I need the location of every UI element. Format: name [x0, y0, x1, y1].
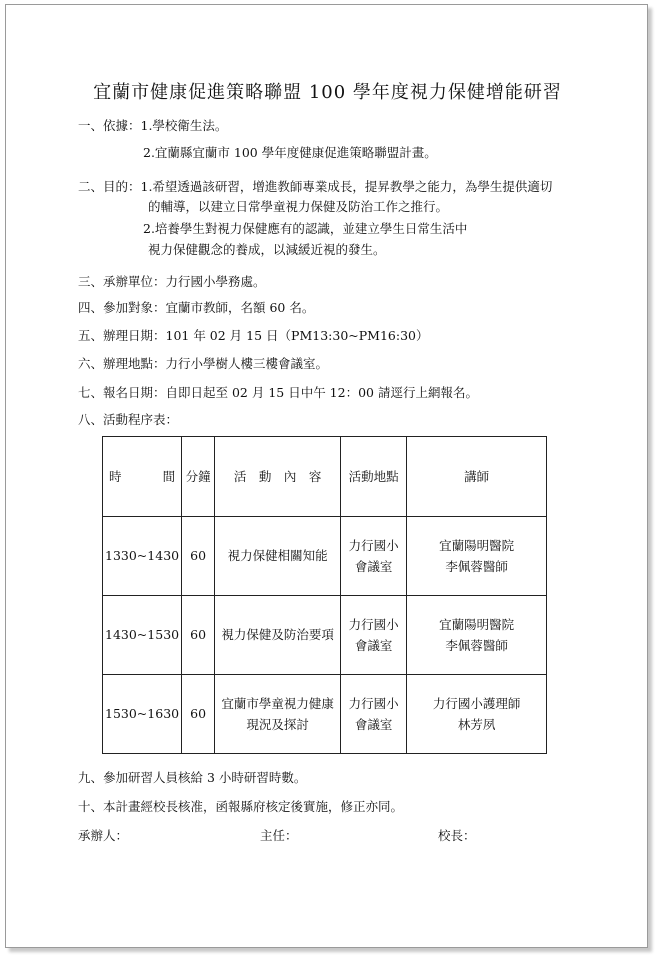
purpose-item-1: 二、目的：1.希望透過該研習，增進教師專業成長，提昇教學之能力，為學生提供適切: [78, 179, 553, 194]
hours-line: 九、參加研習人員核給 3 小時研習時數。: [78, 770, 307, 785]
purpose-item-2: 2.培養學生對視力保健應有的認識，並建立學生日常生活中: [143, 221, 468, 236]
row-content: 宜蘭市學童視力健康 現況及探討: [215, 675, 341, 754]
header-place: 活動地點: [341, 437, 407, 517]
row-content: 視力保健及防治要項: [215, 596, 341, 675]
row-place: 力行國小 會議室: [341, 596, 407, 675]
schedule-table: [102, 436, 547, 754]
table-header-row: [103, 437, 547, 517]
registration-line: 七、報名日期：自即日起至 02 月 15 日中午 12：00 請逕行上網報名。: [78, 385, 478, 400]
row-place: 力行國小 會議室: [341, 675, 407, 754]
purpose-item-2-cont: 視力保健觀念的養成，以減緩近視的發生。: [148, 242, 386, 257]
location-line: 六、辦理地點：力行小學樹人樓三樓會議室。: [78, 356, 329, 371]
header-time: 時 間: [103, 437, 182, 517]
row-minutes: 60: [182, 675, 215, 754]
approval-line: 十、本計畫經校長核准，函報縣府核定後實施，修正亦同。: [78, 799, 404, 814]
organizer-line: 三、承辦單位：力行國小學務處。: [78, 274, 266, 289]
row-time: 1530~1630: [103, 675, 182, 754]
purpose-item-1-cont: 的輔導，以建立日常學童視力保健及防治工作之推行。: [148, 199, 449, 214]
handler-signature-label: 承辦人：: [78, 828, 129, 843]
participants-line: 四、參加對象：宜蘭市教師，名額 60 名。: [78, 300, 315, 315]
row-lecturer: 宜蘭陽明醫院 李佩蓉醫師: [407, 517, 547, 596]
row-place: 力行國小 會議室: [341, 517, 407, 596]
row-lecturer: 力行國小護理師 林芳夙: [407, 675, 547, 754]
header-lecturer: 講師: [407, 437, 547, 517]
header-minutes: 分鐘: [182, 437, 215, 517]
row-minutes: 60: [182, 596, 215, 675]
basis-item-2: 2.宜蘭縣宜蘭市 100 學年度健康促進策略聯盟計畫。: [143, 145, 437, 160]
principal-signature-label: 校長：: [438, 828, 476, 843]
row-content: 視力保健相關知能: [215, 517, 341, 596]
document-title: 宜蘭市健康促進策略聯盟 100 學年度視力保健增能研習: [93, 82, 562, 103]
row-lecturer: 宜蘭陽明醫院 李佩蓉醫師: [407, 596, 547, 675]
table-row: [103, 517, 547, 596]
director-signature-label: 主任：: [260, 828, 298, 843]
schedule-heading: 八、活動程序表：: [78, 412, 179, 427]
row-time: 1430~1530: [103, 596, 182, 675]
basis-item-1: 一、依據：1.學校衛生法。: [78, 118, 228, 133]
row-time: 1330~1430: [103, 517, 182, 596]
header-content: 活 動 內 容: [215, 437, 341, 517]
date-line: 五、辦理日期：101 年 02 月 15 日（PM13:30~PM16:30）: [78, 328, 429, 343]
table-row: [103, 596, 547, 675]
table-row: [103, 675, 547, 754]
row-minutes: 60: [182, 517, 215, 596]
